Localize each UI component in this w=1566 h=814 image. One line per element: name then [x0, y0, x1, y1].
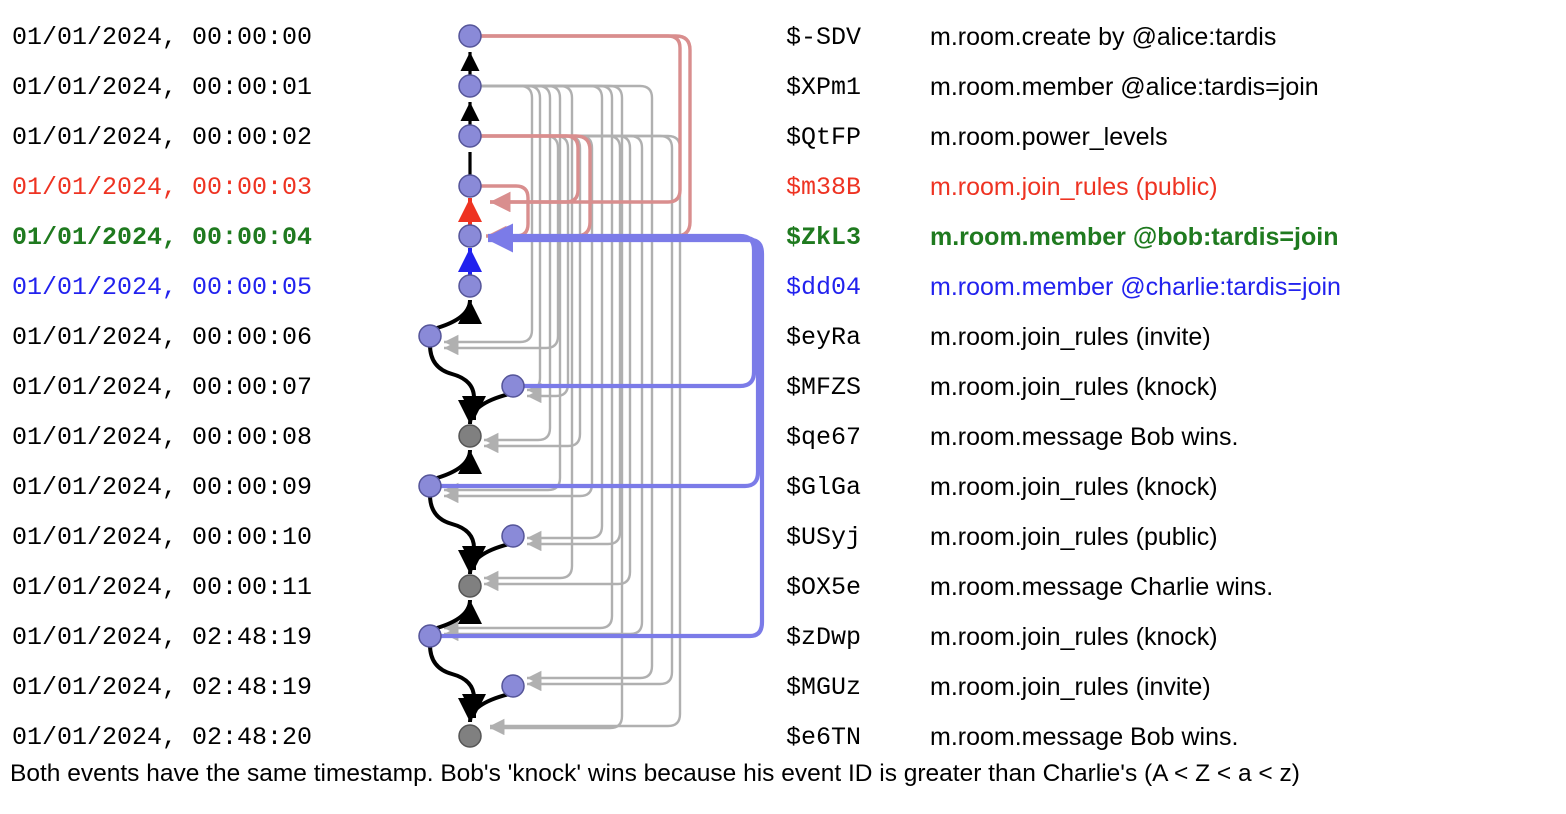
timestamp-label: 01/01/2024, 00:00:07: [12, 373, 313, 402]
event-node[interactable]: [459, 725, 481, 747]
event-description: m.room.member @charlie:tardis=join: [930, 273, 1341, 301]
event-id-label: $OX5e: [786, 573, 862, 602]
event-description: m.room.join_rules (invite): [930, 323, 1211, 351]
timestamp-label: 01/01/2024, 00:00:01: [12, 73, 313, 102]
event-id-label: $USyj: [786, 523, 862, 552]
timestamp-label: 01/01/2024, 00:00:02: [12, 123, 313, 152]
event-id-label: $qe67: [786, 423, 862, 452]
timestamp-label: 01/01/2024, 00:00:03: [12, 173, 313, 202]
event-node[interactable]: [459, 175, 481, 197]
timestamp-label: 01/01/2024, 02:48:19: [12, 623, 313, 652]
event-node[interactable]: [459, 275, 481, 297]
event-node[interactable]: [502, 375, 524, 397]
event-node[interactable]: [419, 625, 441, 647]
event-id-label: $m38B: [786, 173, 862, 202]
event-description: m.room.message Charlie wins.: [930, 573, 1274, 601]
event-description: m.room.join_rules (invite): [930, 673, 1211, 701]
timestamp-label: 01/01/2024, 00:00:09: [12, 473, 313, 502]
event-id-label: $dd04: [786, 273, 862, 302]
event-description: m.room.power_levels: [930, 123, 1168, 151]
event-node[interactable]: [459, 25, 481, 47]
event-description: m.room.create by @alice:tardis: [930, 23, 1277, 51]
event-node[interactable]: [459, 425, 481, 447]
event-id-label: $eyRa: [786, 323, 862, 352]
timestamp-label: 01/01/2024, 00:00:10: [12, 523, 313, 552]
event-description: m.room.join_rules (knock): [930, 373, 1218, 401]
event-node[interactable]: [459, 575, 481, 597]
event-id-label: $e6TN: [786, 723, 862, 752]
event-id-label: $zDwp: [786, 623, 862, 652]
timestamp-label: 01/01/2024, 02:48:20: [12, 723, 313, 752]
event-id-label: $GlGa: [786, 473, 862, 502]
event-description: m.room.member @bob:tardis=join: [930, 223, 1339, 251]
event-description: m.room.join_rules (public): [930, 173, 1218, 201]
event-id-label: $MGUz: [786, 673, 862, 702]
event-node[interactable]: [459, 75, 481, 97]
event-node[interactable]: [419, 475, 441, 497]
timestamp-label: 01/01/2024, 00:00:08: [12, 423, 313, 452]
timestamp-label: 01/01/2024, 00:00:11: [12, 573, 313, 602]
event-description: m.room.message Bob wins.: [930, 423, 1239, 451]
event-description: m.room.join_rules (knock): [930, 623, 1218, 651]
event-node[interactable]: [502, 525, 524, 547]
event-description: m.room.join_rules (public): [930, 523, 1218, 551]
event-node[interactable]: [419, 325, 441, 347]
event-id-label: $QtFP: [786, 123, 862, 152]
timestamp-label: 01/01/2024, 00:00:00: [12, 23, 313, 52]
event-node[interactable]: [459, 225, 481, 247]
timestamp-label: 01/01/2024, 00:00:05: [12, 273, 313, 302]
timestamp-label: 01/01/2024, 02:48:19: [12, 673, 313, 702]
event-description: m.room.member @alice:tardis=join: [930, 73, 1319, 101]
event-id-label: $MFZS: [786, 373, 862, 402]
footnote-text: Both events have the same timestamp. Bob's 'knock' wins because his event ID is greater than Charlie's (A < Z < a < z): [10, 760, 1300, 787]
auth-edges-blue: [438, 236, 762, 636]
timestamp-label: 01/01/2024, 00:00:06: [12, 323, 313, 352]
event-description: m.room.message Bob wins.: [930, 723, 1239, 751]
event-description: m.room.join_rules (knock): [930, 473, 1218, 501]
event-node[interactable]: [502, 675, 524, 697]
timestamp-label: 01/01/2024, 00:00:04: [12, 223, 313, 252]
event-id-label: $-SDV: [786, 23, 862, 52]
event-id-label: $XPm1: [786, 73, 862, 102]
event-id-label: $ZkL3: [786, 223, 862, 252]
prev-event-edges: [430, 52, 513, 722]
event-node[interactable]: [459, 125, 481, 147]
